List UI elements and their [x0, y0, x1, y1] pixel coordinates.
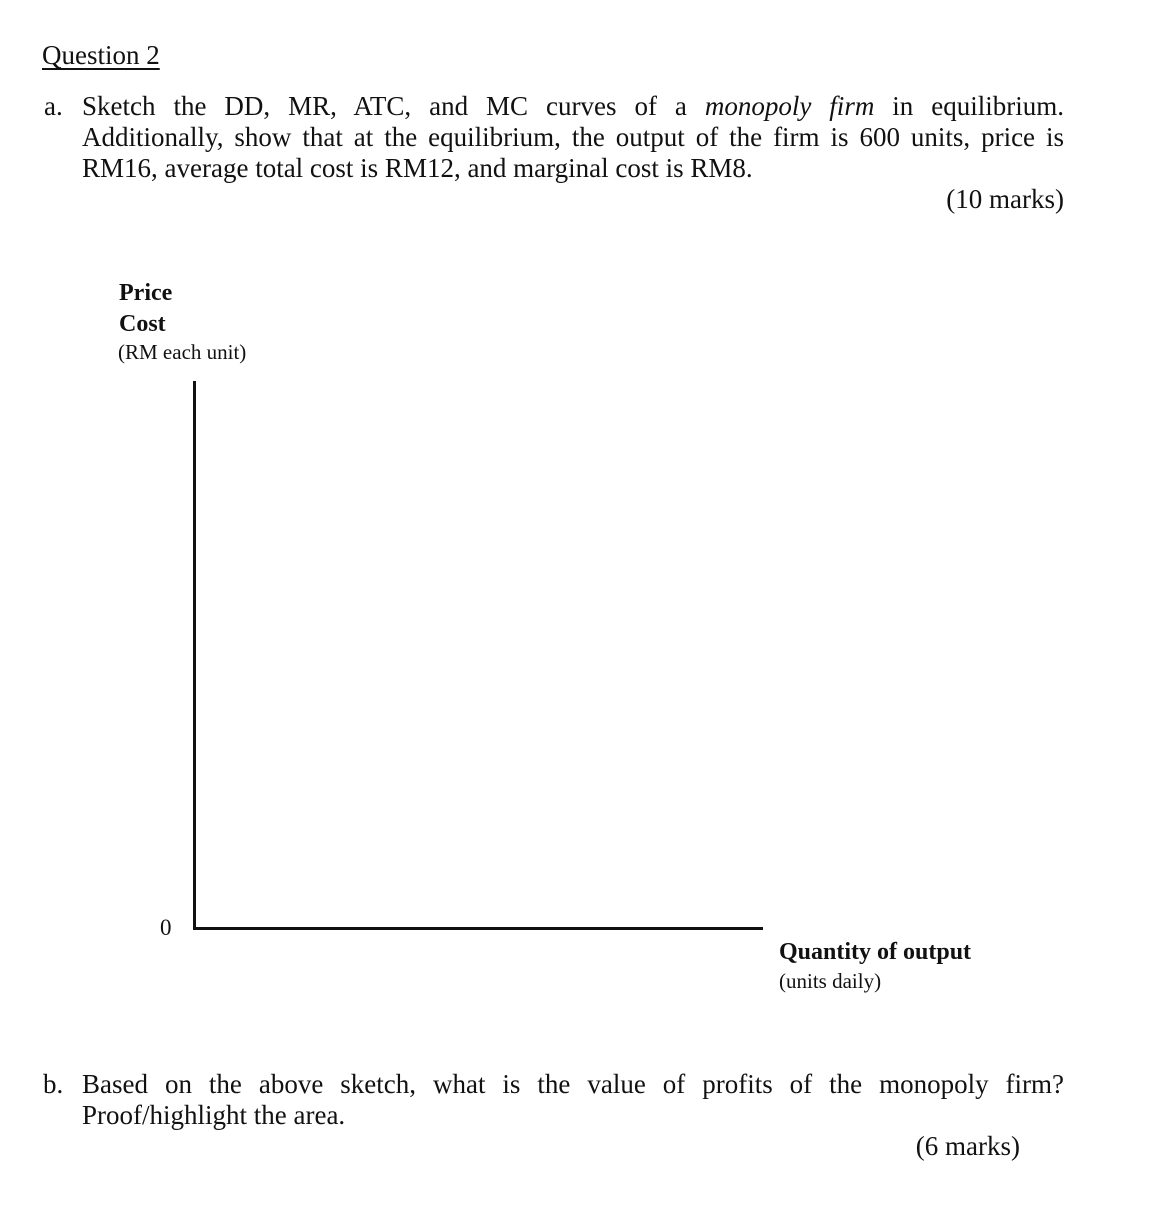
- part-b-text: Based on the above sketch, what is the value of profits of the monopoly firm? Proof/highlight the area.: [82, 1069, 1064, 1130]
- origin-label: 0: [160, 915, 172, 940]
- x-axis-title: Quantity of output: [779, 939, 972, 965]
- part-a-text-start: Sketch the DD, MR, ATC, and MC curves of a: [82, 91, 705, 121]
- part-b-label: b.: [43, 1069, 64, 1099]
- y-axis-unit: (RM each unit): [118, 340, 247, 364]
- part-a-marks: (10 marks): [946, 184, 1064, 214]
- part-b-marks: (6 marks): [915, 1131, 1020, 1161]
- y-axis-line: [193, 381, 196, 930]
- part-a-label: a.: [44, 91, 63, 121]
- part-a-text-end: in equilibrium. Additionally, show that at the equilibrium, the output of the firm is 600 units, price is RM16, average total cost is RM12, and marginal cost is RM8.: [82, 91, 1064, 183]
- x-axis-unit: (units daily): [779, 969, 882, 993]
- part-a-text: [82, 91, 1064, 184]
- y-axis-title-price: Price: [119, 280, 173, 306]
- question-heading: Question 2: [42, 40, 160, 70]
- x-axis-line: [193, 927, 763, 930]
- part-a-text-italic: monopoly firm: [704, 91, 875, 121]
- y-axis-title-cost: Cost: [119, 311, 166, 337]
